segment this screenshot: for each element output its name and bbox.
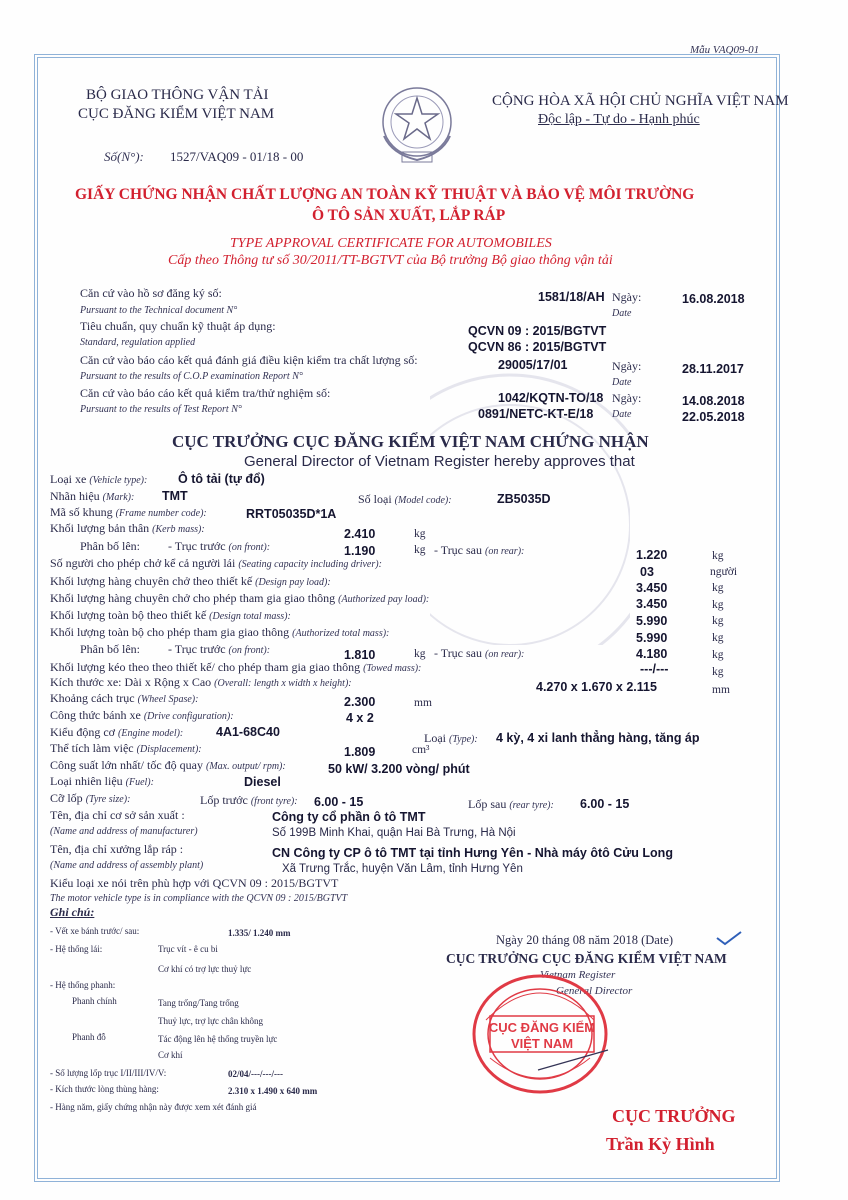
power-value: 50 kW/ 3.200 vòng/ phút [328,762,470,776]
kerb-rear-label: - Trục sau (on rear): [434,543,525,557]
plant-en: (Name and address of assembly plant) [50,860,204,871]
total-rear-label: - Trục sau (on rear): [434,646,525,660]
note-box-label: - Kích thước lòng thùng hàng: [50,1084,159,1094]
basis-std-en: Standard, regulation applied [80,337,196,348]
plant-name: CN Công ty CP ô tô TMT tại tỉnh Hưng Yên - Nhà máy ôtô Cửu Long [272,846,673,860]
department-name: CỤC ĐĂNG KIỂM VIỆT NAM [78,106,275,122]
total-rear-value: 4.180 [636,647,668,661]
kerb-label: Khối lượng bản thân (Kerb mass): [50,521,205,535]
kerb-unit: kg [414,528,426,540]
frame-value: RRT05035D*1A [246,507,337,521]
ministry-name: BỘ GIAO THÔNG VẬN TẢI [86,87,269,103]
motto: Độc lập - Tự do - Hạnh phúc [538,112,700,127]
displacement-label: Thể tích làm việc (Displacement): [50,741,202,755]
fuel-value: Diesel [244,775,281,789]
wheelbase-unit: mm [414,697,432,709]
total-unit: kg [712,615,724,627]
basis-cop-en: Pursuant to the results of C.O.P examination Report N° [80,371,303,382]
basis-cop-date: 28.11.2017 [682,362,744,376]
kerb-value: 2.410 [344,527,376,541]
tyre-rear-value: 6.00 - 15 [580,797,630,811]
note-park-brake-label: Phanh đỗ [72,1032,106,1042]
note-axle-label: - Số lượng lốp trục I/II/III/IV/V: [50,1068,167,1078]
signer-title: CỤC TRƯỞNG [612,1106,736,1126]
note-box-value: 2.310 x 1.490 x 640 mm [228,1086,318,1096]
auth-total-value: 5.990 [636,631,668,645]
displacement-value: 1.809 [344,745,376,759]
engine-type-value: 4 kỳ, 4 xi lanh thẳng hàng, tăng áp [496,731,700,745]
engine-label: Kiểu động cơ (Engine model): [50,725,184,739]
notes-title: Ghi chú: [50,905,95,919]
kerb-front-value: 1.190 [344,544,376,558]
plant-address: Xã Trưng Trắc, huyện Văn Lâm, tỉnh Hưng Yên [282,863,523,875]
basis-doc-en: Pursuant to the Technical document N° [80,305,238,316]
compliance-vn: Kiểu loại xe nói trên phù hợp với QCVN 09 : 2015/BGTVT [50,876,339,890]
basis-cop-label: Căn cứ vào báo cáo kết quả đánh giá điều kiện kiểm tra chất lượng số: [80,353,418,367]
form-code: Mẫu VAQ09-01 [690,44,760,56]
basis-test-label: Căn cứ vào báo cáo kết quả kiểm tra/thử nghiệm số: [80,386,331,400]
note-park-brake2: Cơ khí [158,1050,183,1060]
mark-label: Nhãn hiệu (Mark): [50,489,135,503]
tyre-rear-label: Lốp sau (rear tyre): [468,797,554,811]
title-line1: GIẤY CHỨNG NHẬN CHẤT LƯỢNG AN TOÀN KỸ THUẬT VÀ BẢO VỆ MÔI TRƯỜNG [75,186,695,203]
republic-name: CỘNG HÒA XÃ HỘI CHỦ NGHĨA VIỆT NAM [492,93,789,109]
basis-std1: QCVN 09 : 2015/BGTVT [468,324,607,338]
seat-unit: người [710,566,738,578]
towed-label: Khối lượng kéo theo theo thiết kế/ cho phép tham gia giao thông (Towed mass): [50,660,422,674]
manufacturer-name: Công ty cổ phần ô tô TMT [272,810,426,824]
certificate-number: 1527/VAQ09 - 01/18 - 00 [170,149,304,164]
basis-test-en: Pursuant to the results of Test Report N° [80,404,242,415]
displacement-unit: cm³ [412,744,430,756]
basis-test-no1: 1042/KQTN-TO/18 [498,391,604,405]
note-track-value: 1.335/ 1.240 mm [228,928,291,938]
approval-english: General Director of Vietnam Register hereby approves that [244,453,635,470]
basis-test-date2: 22.05.2018 [682,410,745,424]
manufacturer-label: Tên, địa chỉ cơ sở sản xuất : [50,808,185,822]
towed-unit: kg [712,666,724,678]
manufacturer-address: Số 199B Minh Khai, quận Hai Bà Trưng, Hà Nội [272,827,516,839]
seat-value: 03 [640,565,654,579]
total-label: Khối lượng toàn bộ theo thiết kế (Design total mass): [50,608,291,622]
signature-org-en: Vietnam Register [540,969,616,981]
auth-payload-value: 3.450 [636,597,668,611]
svg-text:CỤC ĐĂNG KIỂM: CỤC ĐĂNG KIỂM [488,1020,596,1035]
total-front-value: 1.810 [344,648,376,662]
kerb-dist-label: Phân bố lên: [80,539,140,553]
note-main-brake2: Thuỷ lực, trợ lực chân không [158,1016,263,1026]
model-label: Số loại (Model code): [358,492,452,506]
basis-test-date1: 14.08.2018 [682,394,745,408]
frame-label: Mã số khung (Frame number code): [50,505,207,519]
type-label: Loại xe (Vehicle type): [50,472,148,486]
model-value: ZB5035D [497,492,551,506]
total-rear-unit: kg [712,649,724,661]
signature-role-en: General Director [556,985,633,997]
title-line2: Ô TÔ SẢN XUẤT, LẮP RÁP [312,207,506,224]
mark-value: TMT [162,489,188,503]
payload-value: 3.450 [636,581,668,595]
engine-value: 4A1-68C40 [216,725,280,739]
wheelbase-label: Khoảng cách trục (Wheel Spase): [50,691,199,705]
plant-label: Tên, địa chỉ xưởng lắp ráp : [50,842,184,856]
kerb-front-unit: kg [414,544,426,556]
signer-name: Trần Kỳ Hình [606,1134,715,1154]
signature-date: Ngày 20 tháng 08 năm 2018 (Date) [496,933,674,947]
type-value: Ô tô tải (tự đổ) [178,472,265,486]
tyre-front-label: Lốp trước (front tyre): [200,793,298,807]
basis-test-date-label: Ngày: [612,391,642,405]
basis-std-label: Tiêu chuẩn, quy chuẩn kỹ thuật áp dụng: [80,319,276,333]
number-label: Số(N°): [104,149,144,164]
auth-payload-label: Khối lượng hàng chuyên chở cho phép tham gia giao thông (Authorized pay load): [50,591,430,605]
manufacturer-en: (Name and address of manufacturer) [50,826,198,837]
payload-unit: kg [712,582,724,594]
note-main-brake1: Tang trống/Tang trống [158,998,239,1008]
wheelbase-value: 2.300 [344,695,376,709]
signature-org: CỤC TRƯỞNG CỤC ĐĂNG KIỂM VIỆT NAM [446,951,727,966]
note-annual: - Hàng năm, giấy chứng nhận này được xem xét đánh giá [50,1102,257,1112]
total-dist-label: Phân bố lên: [80,642,140,656]
auth-payload-unit: kg [712,599,724,611]
note-axle-value: 02/04/---/---/--- [228,1069,283,1079]
total-front-unit: kg [414,648,426,660]
note-steer1: Trục vít - ê cu bi [158,944,218,954]
basis-doc-date-en: Date [612,308,632,319]
official-seal-icon [468,972,618,1102]
check-mark-icon [715,930,743,946]
tyre-label: Cỡ lốp (Tyre size): [50,791,131,805]
tyre-front-value: 6.00 - 15 [314,795,364,809]
power-label: Công suất lớn nhất/ tốc độ quay (Max. output/ rpm): [50,758,286,772]
basis-doc-date: 16.08.2018 [682,292,745,306]
note-steer2: Cơ khí có trợ lực thuỷ lực [158,964,252,974]
auth-total-unit: kg [712,632,724,644]
dims-label: Kích thước xe: Dài x Rộng x Cao (Overall: length x width x height): [50,675,352,689]
auth-total-label: Khối lượng toàn bộ cho phép tham gia giao thông (Authorized total mass): [50,625,390,639]
basis-doc-label: Căn cứ vào hồ sơ đăng ký số: [80,286,222,300]
kerb-front-label: - Trục trước (on front): [168,539,271,553]
approval-heading: CỤC TRƯỞNG CỤC ĐĂNG KIỂM VIỆT NAM CHỨNG NHẬN [172,432,649,451]
towed-value: ---/--- [640,662,669,676]
svg-text:VIỆT NAM: VIỆT NAM [510,1036,574,1051]
fuel-label: Loại nhiên liệu (Fuel): [50,774,154,788]
basis-test-no2: 0891/NETC-KT-E/18 [478,407,594,421]
drive-label: Công thức bánh xe (Drive configuration): [50,708,234,722]
kerb-rear-value: 1.220 [636,548,668,562]
note-steer-label: - Hệ thống lái: [50,944,103,954]
note-brake-label: - Hệ thống phanh: [50,980,116,990]
dims-unit: mm [712,684,730,696]
basis-test-date-en: Date [612,409,632,420]
total-front-label: - Trục trước (on front): [168,642,271,656]
compliance-en: The motor vehicle type is in compliance with the QCVN 09 : 2015/BGTVT [50,893,348,904]
title-english: TYPE APPROVAL CERTIFICATE FOR AUTOMOBILES [230,236,552,251]
issued-under: Cấp theo Thông tư số 30/2011/TT-BGTVT của Bộ trưởng Bộ giao thông vận tải [168,253,613,268]
national-emblem-icon [362,82,472,168]
basis-doc-no: 1581/18/AH [538,290,605,304]
note-track-label: - Vết xe bánh trước/ sau: [50,926,140,936]
kerb-rear-unit: kg [712,550,724,562]
seat-label: Số người cho phép chở kể cả người lái (Seating capacity including driver): [50,556,382,570]
engine-type-label: Loại (Type): [424,731,478,745]
note-park-brake1: Tác động lên hệ thống truyền lực [158,1034,278,1044]
payload-label: Khối lượng hàng chuyên chở theo thiết kế (Design pay load): [50,574,331,588]
basis-cop-no: 29005/17/01 [498,358,568,372]
dims-value: 4.270 x 1.670 x 2.115 [536,680,657,694]
note-main-brake-label: Phanh chính [72,996,117,1006]
basis-cop-date-en: Date [612,377,632,388]
drive-value: 4 x 2 [346,711,374,725]
basis-doc-date-label: Ngày: [612,290,642,304]
basis-cop-date-label: Ngày: [612,359,642,373]
total-value: 5.990 [636,614,668,628]
basis-std2: QCVN 86 : 2015/BGTVT [468,340,607,354]
